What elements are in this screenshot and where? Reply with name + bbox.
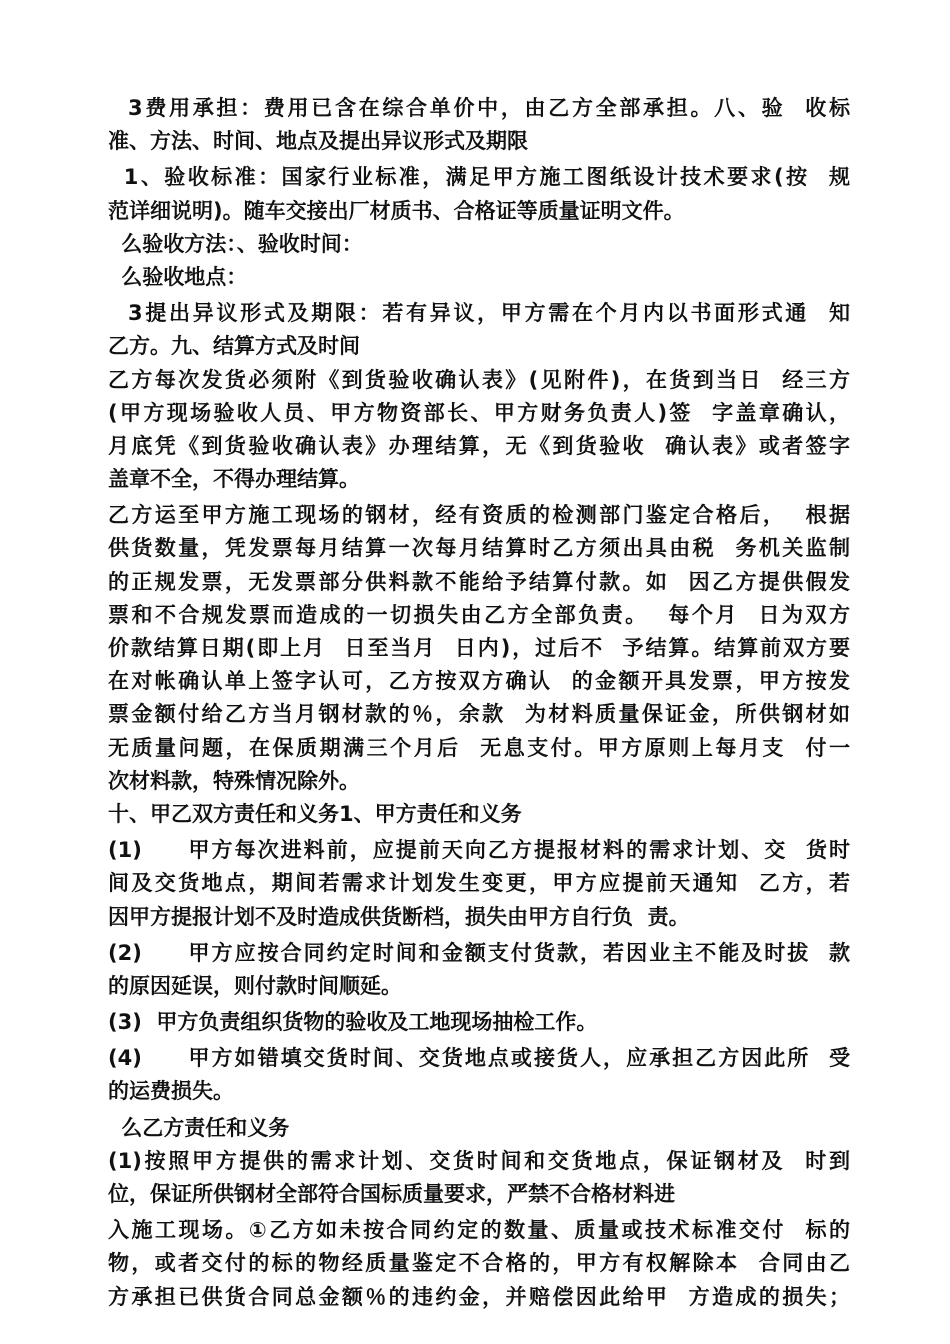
text-line: (甲方现场验收人员、甲方物资部长、甲方财务负责人)签 字盖章确认， xyxy=(108,400,850,425)
text-line: 位，保证所供钢材全部符合国标质量要求，严禁不合格材料进 xyxy=(108,1182,675,1206)
text-line: 乙方运至甲方施工现场的钢材，经有资质的检测部门鉴定合格后， 根据 xyxy=(108,503,850,528)
text-line: 么乙方责任和义务 xyxy=(114,1115,290,1140)
text-line: (3) 甲方负责组织货物的验收及工地现场抽检工作。 xyxy=(108,1010,598,1035)
text-line: 乙方每次发货必须附《到货验收确认表》(见附件)，在货到当日 经三方 xyxy=(108,367,850,392)
text-line: 票和不合规发票而造成的一切损失由乙方全部负责。 每个月 日为双方 xyxy=(108,602,850,627)
text-line: 3费用承担：费用已含在综合单价中，由乙方全部承担。八、验 收标 xyxy=(118,96,850,120)
text-line: 价款结算日期(即上月 日至当月 日内)，过后不 予结算。结算前双方要 xyxy=(108,636,850,660)
text-line: 准、方法、时间、地点及提出异议形式及期限 xyxy=(108,129,528,154)
text-line: 十、甲乙双方责任和义务1、甲方责任和义务 xyxy=(108,801,522,826)
text-line: 月底凭《到货验收确认表》办理结算，无《到货验收 确认表》或者签字 xyxy=(108,433,850,458)
text-line: 1、验收标准：国家行业标准，满足甲方施工图纸设计技术要求(按 规 xyxy=(114,165,850,190)
text-line: 方承担已供货合同总金额％的违约金，并赔偿因此给甲 方造成的损失； xyxy=(108,1284,850,1309)
text-line: 在对帐确认单上签字认可，乙方按双方确认 的金额开具发票，甲方按发 xyxy=(108,669,850,694)
document-body xyxy=(108,92,850,1314)
text-line: 票金额付给乙方当月钢材款的％，余款 为材料质量保证金，所供钢材如 xyxy=(108,702,850,727)
text-line: 范详细说明)。随车交接出厂材质书、合格证等质量证明文件。 xyxy=(108,198,685,223)
text-line: 盖章不全，不得办理结算。 xyxy=(108,467,360,492)
text-line: 供货数量，凭发票每月结算一次每月结算时乙方须出具由税 务机关监制 xyxy=(108,536,850,561)
text-line: 次材料款，特殊情况除外。 xyxy=(108,768,360,793)
text-line: 无质量问题，在保质期满三个月后 无息支付。甲方原则上每月支 付一 xyxy=(108,735,850,760)
text-line: 的正规发票，无发票部分供料款不能给予结算付款。如 因乙方提供假发 xyxy=(108,569,850,594)
text-line: 么验收方法：、验收时间： xyxy=(114,231,363,256)
text-line: 物，或者交付的标的物经质量鉴定不合格的，甲方有权解除本 合同由乙 xyxy=(108,1251,850,1276)
text-line: (4) 甲方如错填交货时间、交货地点或接货人，应承担乙方因此所 受 xyxy=(108,1046,850,1071)
text-line: (2) 甲方应按合同约定时间和金额支付货款，若因业主不能及时拔 款 xyxy=(108,940,850,965)
text-line: (1) 甲方每次进料前，应提前天向乙方提报材料的需求计划、交 货时 xyxy=(108,838,850,863)
text-line: 的运费损失。 xyxy=(108,1079,234,1104)
text-line: 乙方。九、结算方式及时间 xyxy=(108,334,360,359)
text-line: 的原因延误，则付款时间顺延。 xyxy=(108,973,402,998)
text-line: 间及交货地点，期间若需求计划发生变更，甲方应提前天通知 乙方，若 xyxy=(108,871,850,896)
text-line: (1)按照甲方提供的需求计划、交货时间和交货地点，保证钢材及 时到 xyxy=(108,1148,850,1173)
text-line: 3提出异议形式及期限：若有异议，甲方需在个月内以书面形式通 知 xyxy=(118,301,850,326)
text-line: 么验收地点： xyxy=(114,264,248,289)
text-line: 入施工现场。①乙方如未按合同约定的数量、质量或技术标准交付 标的 xyxy=(108,1218,850,1243)
text-line: 因甲方提报计划不及时造成供货断档，损失由甲方自行负 责。 xyxy=(108,904,690,929)
